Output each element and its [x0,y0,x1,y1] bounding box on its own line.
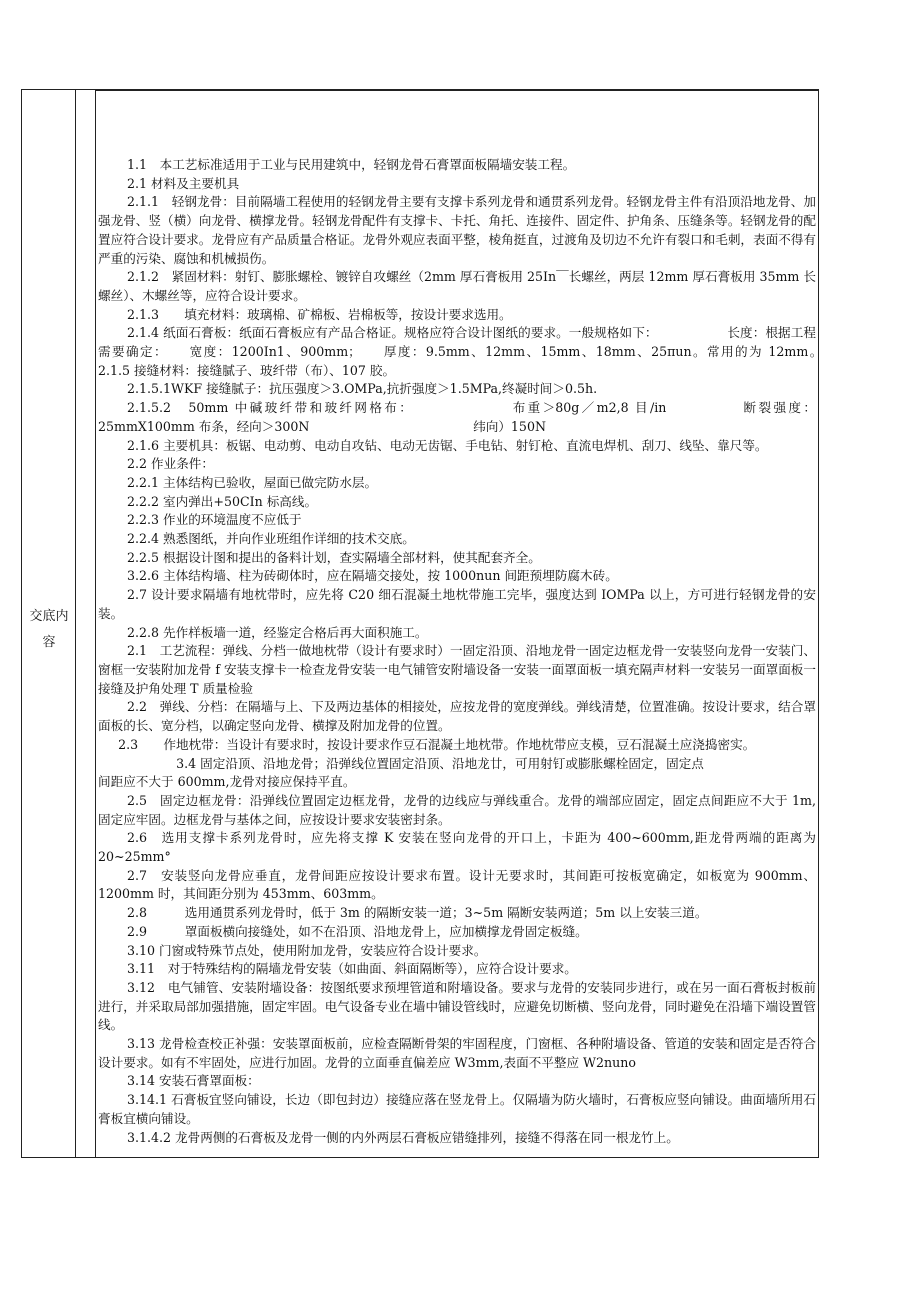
paragraph: 1.1 本工艺标准适用于工业与民用建筑中，轻钢龙骨石膏罩面板隔墙安装工程。 [126,157,576,172]
paragraph: 间距应不大于 600mm,龙骨对接应保持平直。 [98,774,356,790]
paragraph: 2.1.6 主要机具：板锯、电动剪、电动自攻钻、电动无齿锯、手电钻、射钉枪、直流电焊机、刮刀、线坠、靠尺等。 [126,437,768,453]
paragraph: 2.1 工艺流程：弹线、分档一做地枕带（设计有要求时）一固定沿顶、沿地龙骨一固定边框龙骨一安装竖向龙骨一安装门、窗框一安装附加龙骨 f 安装支撑卡一检查龙骨安装一电气铺管安附墙设备一安装一面罩面板一填充隔声材料一安装另一面罩面板一接缝及护角处理 T 质量检验 [98,643,816,696]
label-line-1: 交底内 [29,609,69,624]
label-column [22,90,76,1157]
paragraph: 2.1.5.2 50mm 中碱玻纤带和玻纤网格布： 布重＞80g／m2,8 目/in 断裂强度：25mmX100mm 布条，经向＞300N 纬向）150N [98,400,816,434]
label-line-2: 容 [42,635,56,650]
inner-top-rule [96,90,819,92]
paragraph: 2.2.8 先作样板墙一道，经鉴定合格后再大面积施工。 [126,624,428,640]
paragraph: 2.1.5.1WKF 接缝腻子：抗压强度＞3.OMPa,抗折强度＞1.5MPa,终凝时间＞0.5h. [126,381,598,397]
paragraph: 2.2.5 根据设计图和提出的备料计划，查实隔墙全部材料，使其配套齐全。 [126,549,541,565]
paragraph: 2.5 固定边框龙骨：沿弹线位置固定边框龙骨，龙骨的边线应与弹线重合。龙骨的端部应固定，固定点间距应不大于 1m,固定应牢固。边框龙骨与基体之间，应按设计要求安装密封条。 [98,792,816,827]
paragraph: 2.2.3 作业的环境温度不应低于 [126,512,302,528]
paragraph: 3.14.1 石膏板宜竖向铺设，长边（即包封边）接缝应落在竖龙骨上。仅隔墙为防火墙时，石膏板应竖向铺设。曲面墙所用石膏板宜横向铺设。 [98,1092,816,1126]
content-cell [98,156,842,1147]
paragraph: 2.1.1 轻钢龙骨：目前隔墙工程使用的轻钢龙骨主要有支撑卡系列龙骨和通贯系列龙骨。轻钢龙骨主件有沿顶沿地龙骨、加强龙骨、竖（横）向龙骨、横撑龙骨。轻钢龙骨配件有支撑卡、卡托、角托、连接件、固定件、护角条、压缝条等。轻钢龙骨的配置应符合设计要求。龙骨应有产品质量合格证。龙骨外观应表面平整，棱角挺直，过渡角及切边不允许有裂口和毛刺，表面不得有严重的污染、腐蚀和机械损伤。 [98,194,816,266]
paragraph: 3.14 安装石膏罩面板： [126,1073,260,1089]
paragraph: 2.6 选用支撑卡系列龙骨时，应先将支撑 K 安装在竖向龙骨的开口上，卡距为 400~600mm,距龙骨两端的距离为 20~25mm° [98,830,816,865]
paragraph: 2.8 选用通贯系列龙骨时，低于 3m 的隔断安装一道；3~5m 隔断安装两道；5m 以上安装三道。 [126,905,708,921]
paragraph: 2.3 作地枕带：当设计有要求时，按设计要求作豆石混凝土地枕带。作地枕带应支模，豆石混凝土应浇捣密实。 [118,736,756,752]
paragraph: 2.1.2 紧固材料：射钉、膨胀螺栓、镀锌自攻螺丝（2mm 厚石膏板用 25In￣长螺丝，两层 12mm 厚石膏板用 35mm 长螺丝）、木螺丝等，应符合设计要求。 [98,269,816,303]
paragraph: 2.9 罩面板横向接缝处，如不在沿顶、沿地龙骨上，应加横撑龙骨固定板缝。 [126,923,588,939]
paragraph: 2.1.4 纸面石膏板：纸面石膏板应有产品合格证。规格应符合设计图纸的要求。一般规格如下： 长度：根据工程需要确定： 宽度：1200In1、900mm； 厚度：9.5mm、12mm、15mm、18mm、25πun。常用的为 12mm。 2.1.5 接缝材料：接缝腻子、玻纤带（布）、107 胶。 [98,325,842,378]
paragraph: 3.4 固定沿顶、沿地龙骨；沿弹线位置固定沿顶、沿地龙廿，可用射钉或膨胀螺栓固定，固定点 [176,755,704,771]
paragraph: 2.2.1 主体结构已验收，屋面已做完防水层。 [126,474,378,490]
paragraph: 3.10 门窗或特殊节点处，使用附加龙骨，安装应符合设计要求。 [126,942,487,958]
label-cell [24,604,74,656]
paragraph: 2.2.4 熟悉图纸，并向作业班组作详细的技术交底。 [126,531,415,547]
spacer-column [76,90,96,1157]
paragraph: 2.2 作业条件： [126,456,214,472]
paragraph: 2.1 材料及主要机具 [126,175,240,191]
handover-table [21,89,842,1158]
paragraph: 2.2 弹线、分档：在隔墙与上、下及两边基体的相接处，应按龙骨的宽度弹线。弹线清楚，位置准确。按设计要求，结合罩面板的长、宽分档，以确定竖向龙骨、横撑及附加龙骨的位置。 [98,699,816,734]
paragraph: 3.1.4.2 龙骨两侧的石膏板及龙骨一侧的内外两层石膏板应错缝排列，接缝不得落在同一根龙竹上。 [126,1129,679,1145]
paragraph: 3.11 对于特殊结构的隔墙龙骨安装（如曲面、斜面隔断等），应符合设计要求。 [126,961,577,977]
paragraph: 2.7 安装竖向龙骨应垂直，龙骨间距应按设计要求布置。设计无要求时，其间距可按板宽确定，如板宽为 900mm、1200mm 时，其间距分别为 453mm、603mm。 [98,867,816,902]
paragraph: 2.1.3 填充材料：玻璃棉、矿棉板、岩棉板等，按设计要求选用。 [126,306,512,322]
paragraph: 3.13 龙骨检查校正补强：安装罩面板前，应检查隔断骨架的牢固程度，门窗框、各种附墙设备、管道的安装和固定是否符合设计要求。如有不牢固处，应进行加固。龙骨的立面垂直偏差应 W3mm,表面不平整应 W2nuno [98,1036,816,1070]
paragraph: 3.2.6 主体结构墙、柱为砖砌体时，应在隔墙交接处，按 1000nun 间距预埋防腐木砖。 [126,568,618,584]
paragraph: 2.2.2 室内弹出+50CIn 标高线。 [126,493,318,509]
paragraph: 3.12 电气铺管、安装附墙设备：按图纸要求预埋管道和附墙设备。要求与龙骨的安装同步进行，或在另一面石膏板封板前进行，并采取局部加强措施，固定牢固。电气设备专业在墙中铺设管线时，应避免切断横、竖向龙骨，同时避免在沿墙下端设置管线。 [98,979,816,1033]
paragraph: 2.7 设计要求隔墙有地枕带时，应先将 C20 细石混凝土地枕带施工完毕，强度达到 IOMPa 以上，方可进行轻钢龙骨的安装。 [98,587,816,621]
